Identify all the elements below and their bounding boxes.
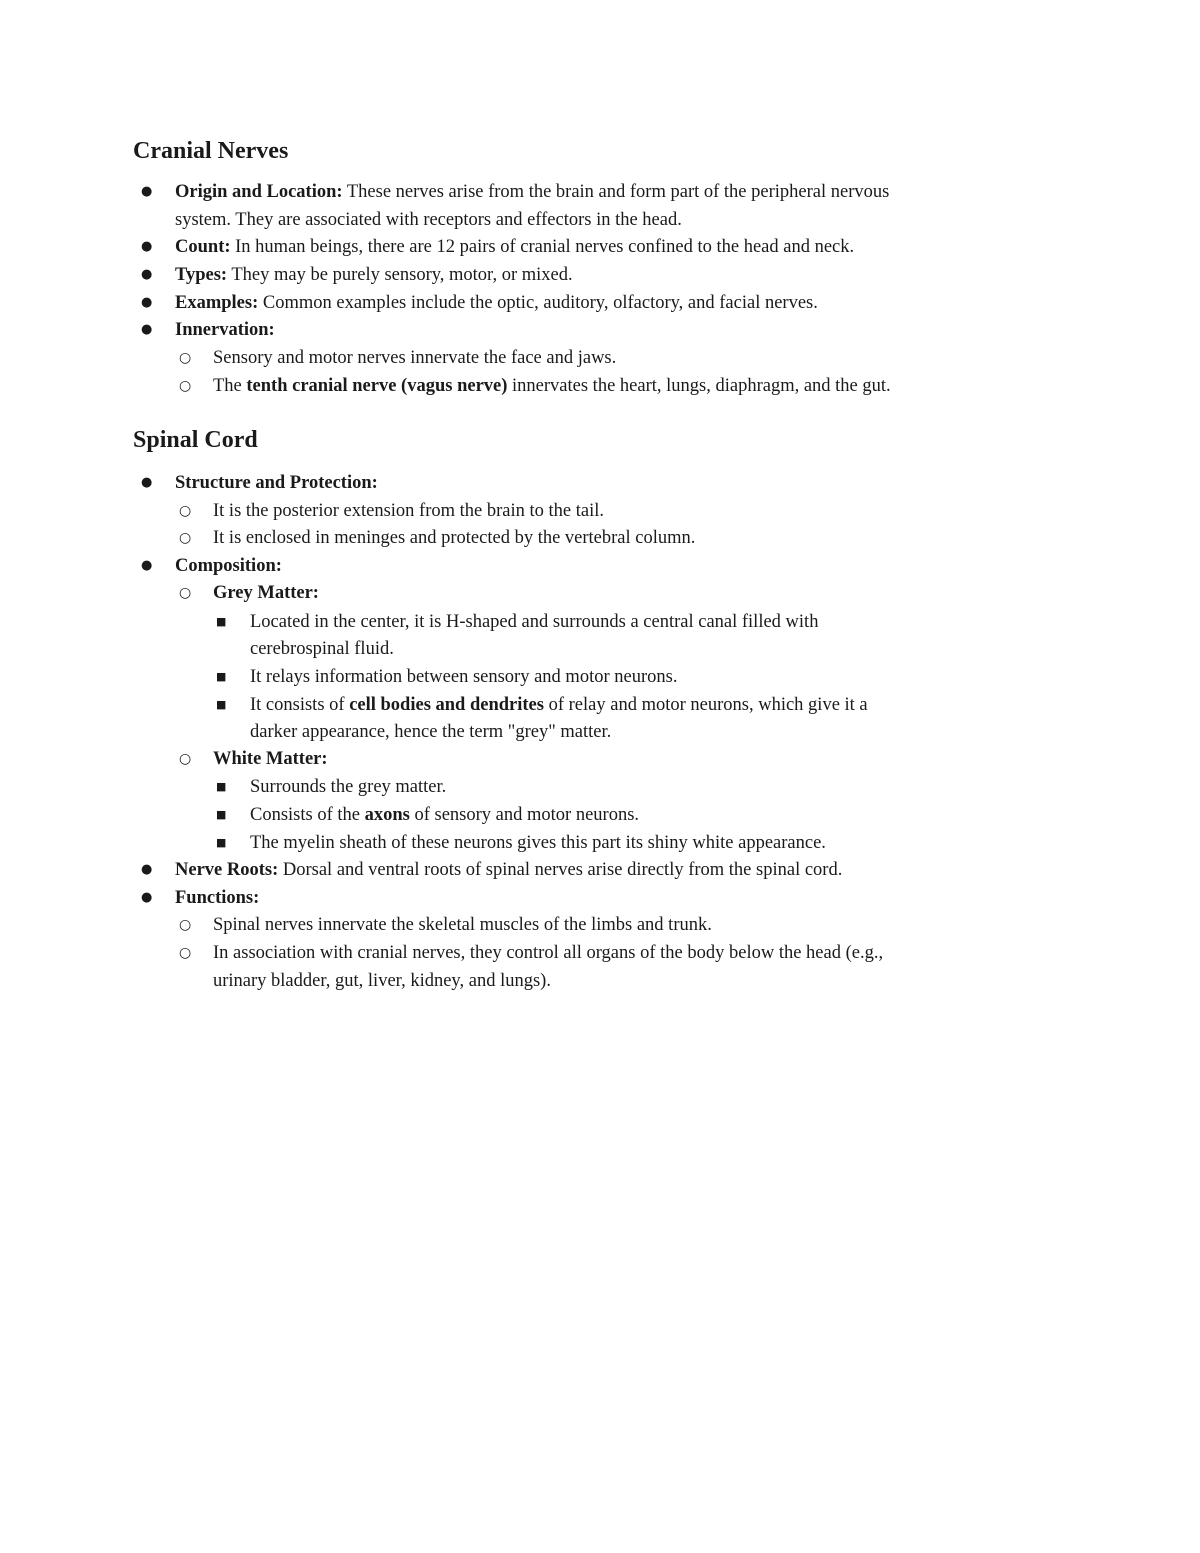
sub-item-organs-control-continued: urinary bladder, gut, liver, kidney, and lungs). — [213, 971, 551, 991]
bullet-icon: ● — [141, 295, 153, 310]
sub-bullet-icon: ○ — [179, 945, 192, 961]
list-item-innervation: Innervation: — [175, 320, 275, 340]
sub-item-organs-control: In association with cranial nerves, they control all organs of the body below the head (e.g., — [213, 943, 884, 963]
sub-bullet-icon: ○ — [179, 530, 192, 546]
sub-item-meninges: It is enclosed in meninges and protected by the vertebral column. — [213, 528, 696, 548]
item-text: Consists of the — [250, 805, 365, 825]
section-title-spinal-cord: Spinal Cord — [133, 427, 258, 453]
item-text: They may be purely sensory, motor, or mixed. — [227, 265, 573, 285]
sub-item-white-matter: White Matter: — [213, 749, 328, 769]
item-text: It consists of — [250, 695, 350, 715]
square-bullet-icon: ■ — [216, 836, 227, 849]
item-text: of relay and motor neurons, which give it a — [543, 695, 868, 715]
grey-item-h-shaped-continued: cerebrospinal fluid. — [250, 639, 394, 659]
list-item-composition: Composition: — [175, 556, 282, 576]
sub-item-skeletal-muscles: Spinal nerves innervate the skeletal muscles of the limbs and trunk. — [213, 915, 712, 935]
item-emphasis: axons — [364, 805, 410, 825]
sub-item-face-jaws: Sensory and motor nerves innervate the face and jaws. — [213, 348, 617, 368]
item-text: The — [213, 376, 247, 396]
list-item-nerve-roots — [175, 858, 842, 882]
item-emphasis: cell bodies and dendrites — [349, 695, 544, 715]
bullet-icon: ● — [141, 322, 153, 337]
grey-item-cell-bodies — [250, 693, 868, 717]
item-label: Nerve Roots: — [175, 860, 279, 880]
sub-bullet-icon: ○ — [179, 503, 192, 519]
sub-bullet-icon: ○ — [179, 350, 192, 366]
grey-item-cell-bodies-continued: darker appearance, hence the term "grey" matter. — [250, 722, 612, 742]
square-bullet-icon: ■ — [216, 808, 227, 821]
item-text: Dorsal and ventral roots of spinal nerves arise directly from the spinal cord. — [278, 860, 843, 880]
grey-item-relays: It relays information between sensory and motor neurons. — [250, 667, 678, 687]
item-text: These nerves arise from the brain and form part of the peripheral nervous — [342, 182, 890, 202]
item-label: Types: — [175, 265, 228, 285]
sub-bullet-icon: ○ — [179, 378, 192, 394]
white-item-surrounds: Surrounds the grey matter. — [250, 777, 447, 797]
list-item-structure: Structure and Protection: — [175, 473, 378, 493]
white-item-axons — [250, 803, 639, 827]
square-bullet-icon: ■ — [216, 780, 227, 793]
bullet-icon: ● — [141, 267, 153, 282]
list-item-examples — [175, 291, 818, 315]
item-label: Count: — [175, 237, 231, 257]
list-item-count — [175, 235, 854, 259]
square-bullet-icon: ■ — [216, 698, 227, 711]
sub-item-grey-matter: Grey Matter: — [213, 583, 319, 603]
item-text: innervates the heart, lungs, diaphragm, and the gut. — [507, 376, 891, 396]
bullet-icon: ● — [141, 475, 153, 490]
white-item-myelin: The myelin sheath of these neurons gives this part its shiny white appearance. — [250, 833, 826, 853]
sub-item-posterior-extension: It is the posterior extension from the brain to the tail. — [213, 501, 604, 521]
item-emphasis: tenth cranial nerve (vagus nerve) — [246, 376, 508, 396]
sub-item-vagus-nerve — [213, 374, 891, 398]
bullet-icon: ● — [141, 239, 153, 254]
list-item-types — [175, 263, 573, 287]
list-item-origin — [175, 180, 889, 204]
item-label: Examples: — [175, 293, 259, 313]
section-title-cranial-nerves: Cranial Nerves — [133, 138, 289, 164]
list-item-origin-continued: system. They are associated with receptors and effectors in the head. — [175, 210, 682, 230]
grey-item-h-shaped: Located in the center, it is H-shaped and surrounds a central canal filled with — [250, 612, 819, 632]
sub-bullet-icon: ○ — [179, 751, 192, 767]
bullet-icon: ● — [141, 862, 153, 877]
bullet-icon: ● — [141, 890, 153, 905]
bullet-icon: ● — [141, 184, 153, 199]
sub-bullet-icon: ○ — [179, 917, 192, 933]
item-label: Origin and Location: — [175, 182, 343, 202]
list-item-functions: Functions: — [175, 888, 260, 908]
item-text: Common examples include the optic, auditory, olfactory, and facial nerves. — [258, 293, 818, 313]
square-bullet-icon: ■ — [216, 670, 227, 683]
sub-bullet-icon: ○ — [179, 585, 192, 601]
item-text: In human beings, there are 12 pairs of cranial nerves confined to the head and neck. — [230, 237, 855, 257]
bullet-icon: ● — [141, 558, 153, 573]
square-bullet-icon: ■ — [216, 615, 227, 628]
item-text: of sensory and motor neurons. — [409, 805, 640, 825]
